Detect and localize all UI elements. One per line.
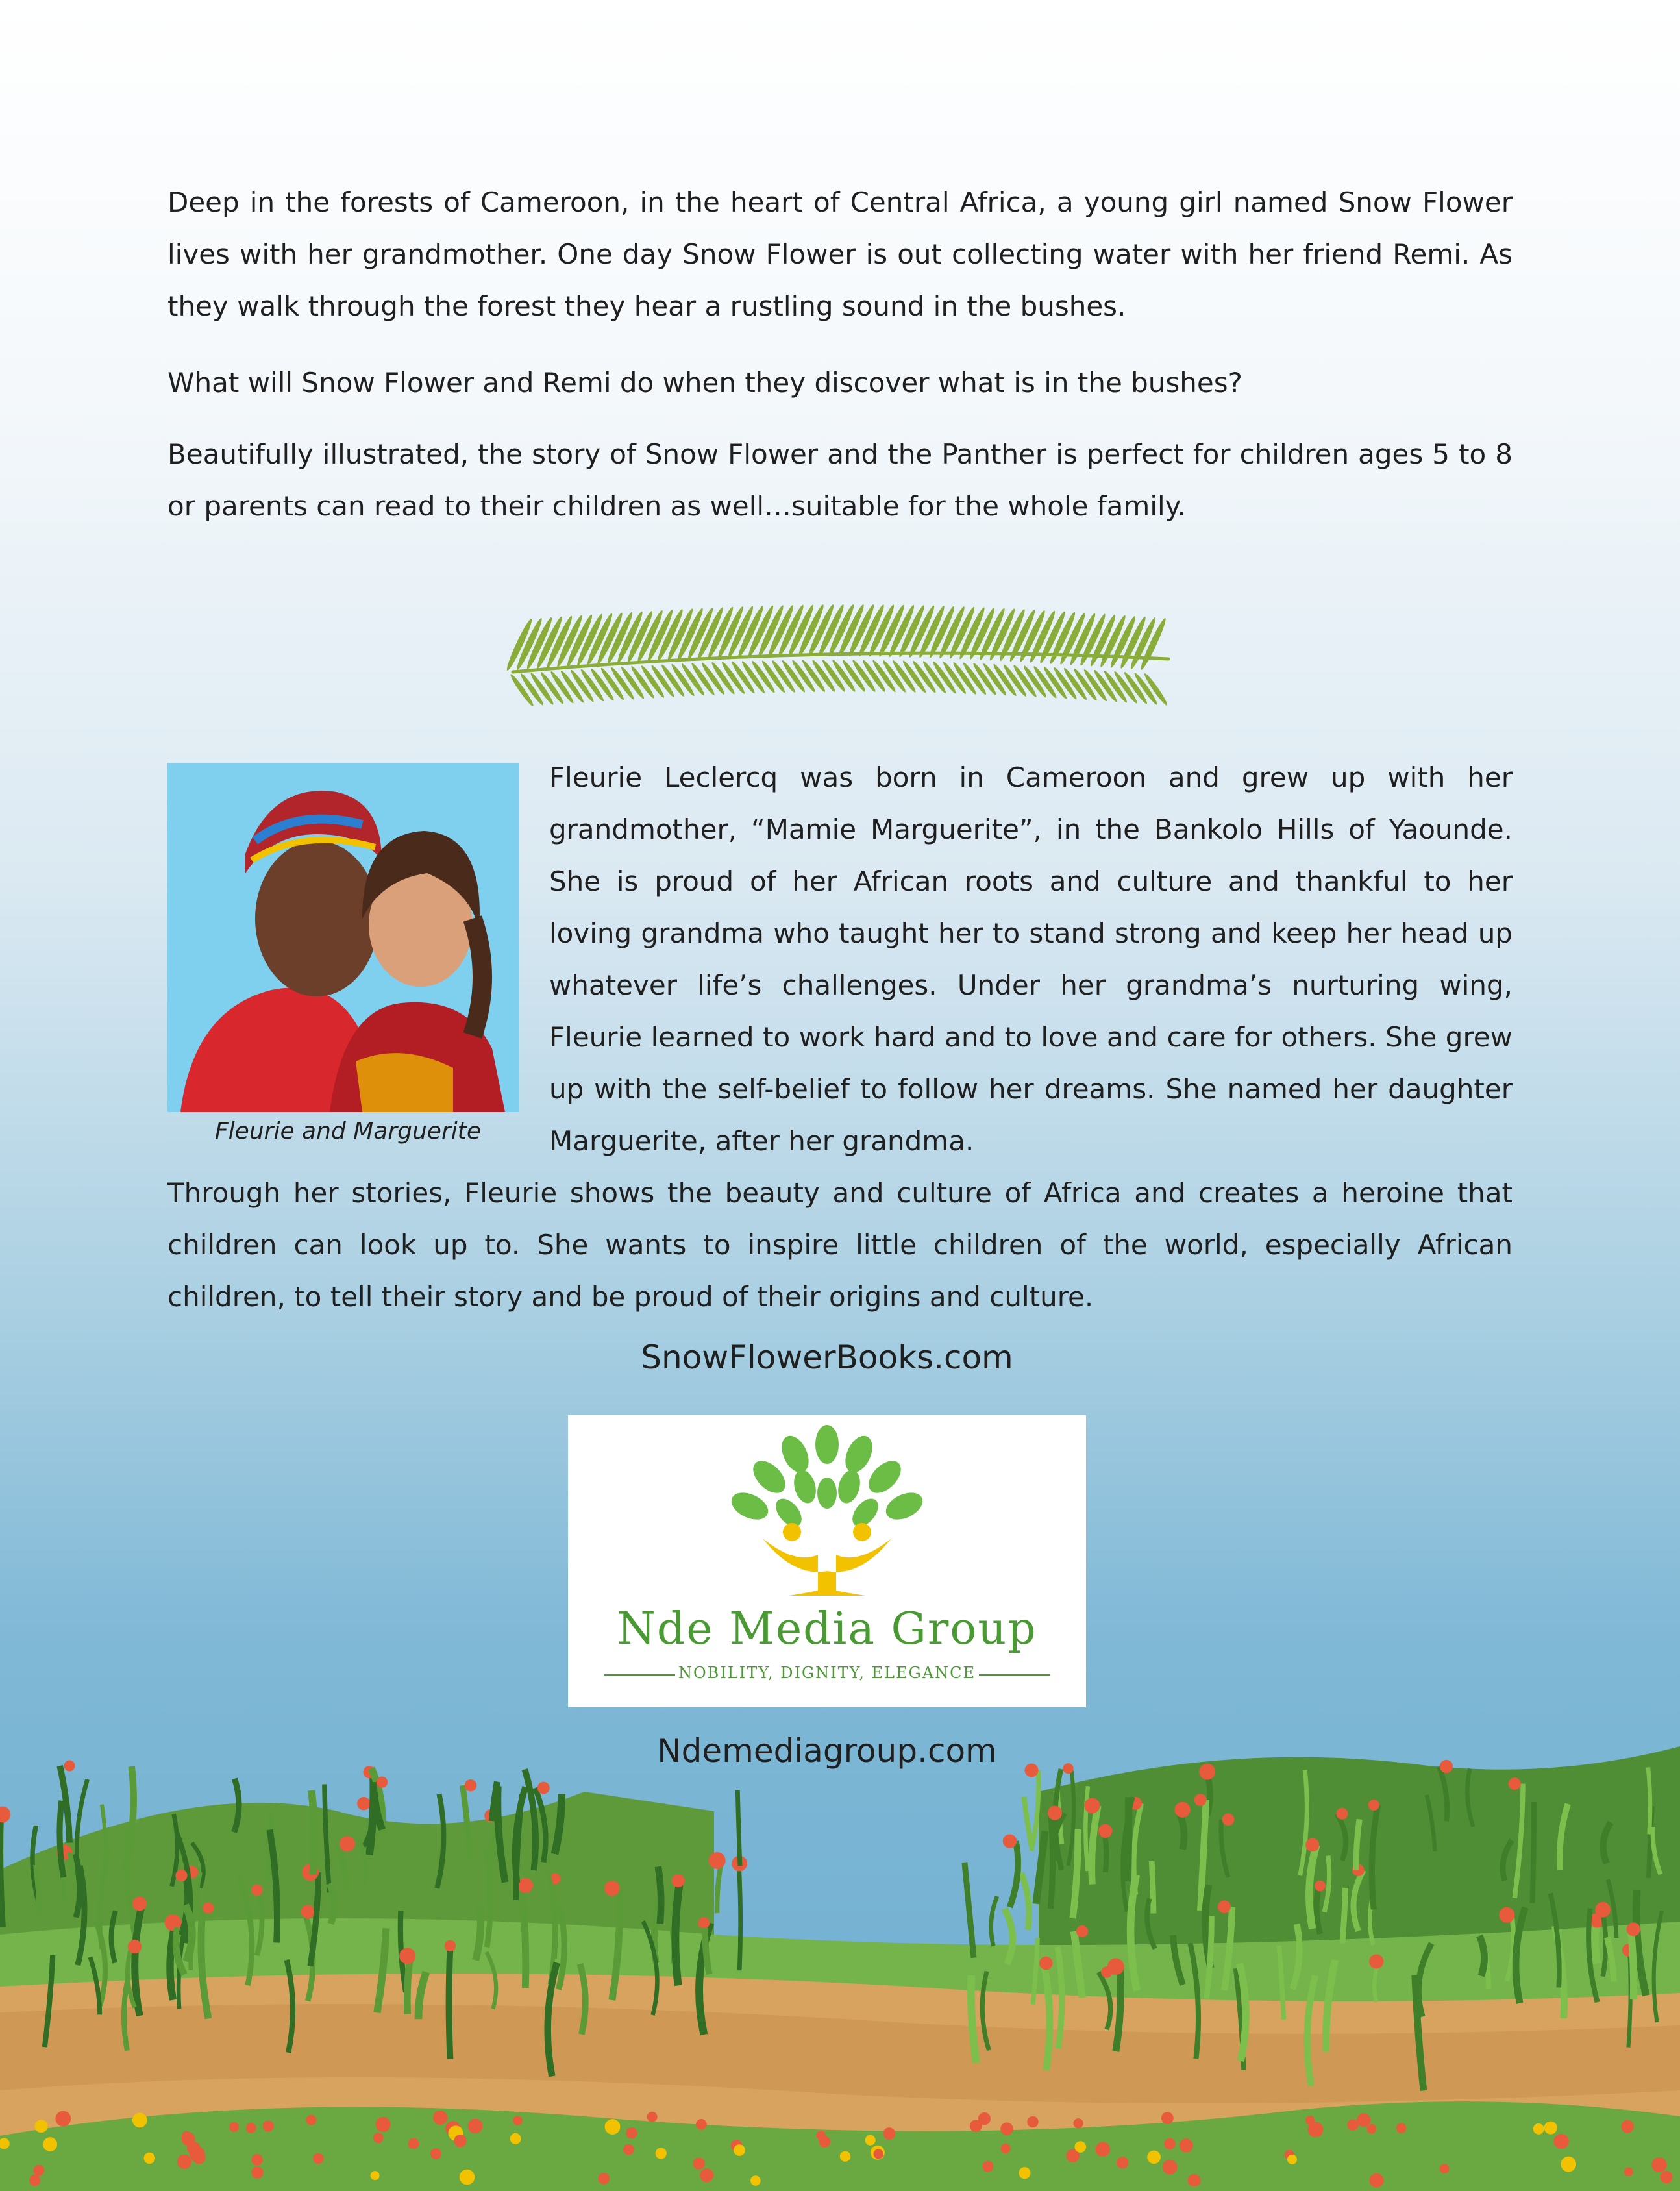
publisher-name: Nde Media Group	[617, 1603, 1037, 1655]
blurb-paragraph-2: What will Snow Flower and Remi do when they discover what is in the bushes?	[167, 367, 1242, 399]
blurb-paragraph-3: Beautifully illustrated, the story of Snow Flower and the Panther is perfect for children ages 5 to 8 or parents can read to their children as well…suitable for the whole family.	[167, 438, 1513, 522]
author-bio-continued: Through her stories, Fleurie shows the beauty and culture of Africa and creates a heroine that children can look up to. She wants to inspire little children of the world, especially African children, to tell their story and be proud of their origins and culture.	[167, 1177, 1513, 1313]
photo-caption: Fleurie and Marguerite	[214, 1118, 482, 1145]
author-photo	[167, 763, 519, 1112]
blurb-paragraph-1: Deep in the forests of Cameroon, in the heart of Central Africa, a young girl named Snow Flower lives with her grandmother. One day Snow Flower is out collecting water with her friend Remi. As they walk through the forest they hear a rustling sound in the bushes.	[167, 186, 1513, 322]
meadow-path-illustration	[0, 1597, 1680, 2191]
author-bio: Fleurie Leclercq was born in Cameroon and grew up with her grandmother, “Mamie Marguerite”, in the Bankolo Hills of Yaounde. She is proud of her African roots and culture and thankful to her loving grandma who taught her to stand strong and keep her head up whatever life’s challenges. Under her grandma’s nurturing wing, Fleurie learned to work hard and to love and care for others. She grew up with the self-belief to follow her dreams. She named her daughter Marguerite, after her grandma.	[549, 761, 1513, 1157]
tree-icon	[568, 1415, 1086, 1603]
fern-divider	[506, 588, 1175, 711]
publisher-tagline: NOBILITY, DIGNITY, ELEGANCE	[678, 1664, 976, 1682]
publisher-website-link[interactable]: Ndemediagroup.com	[657, 1732, 997, 1770]
book-website-link[interactable]: SnowFlowerBooks.com	[641, 1339, 1013, 1376]
